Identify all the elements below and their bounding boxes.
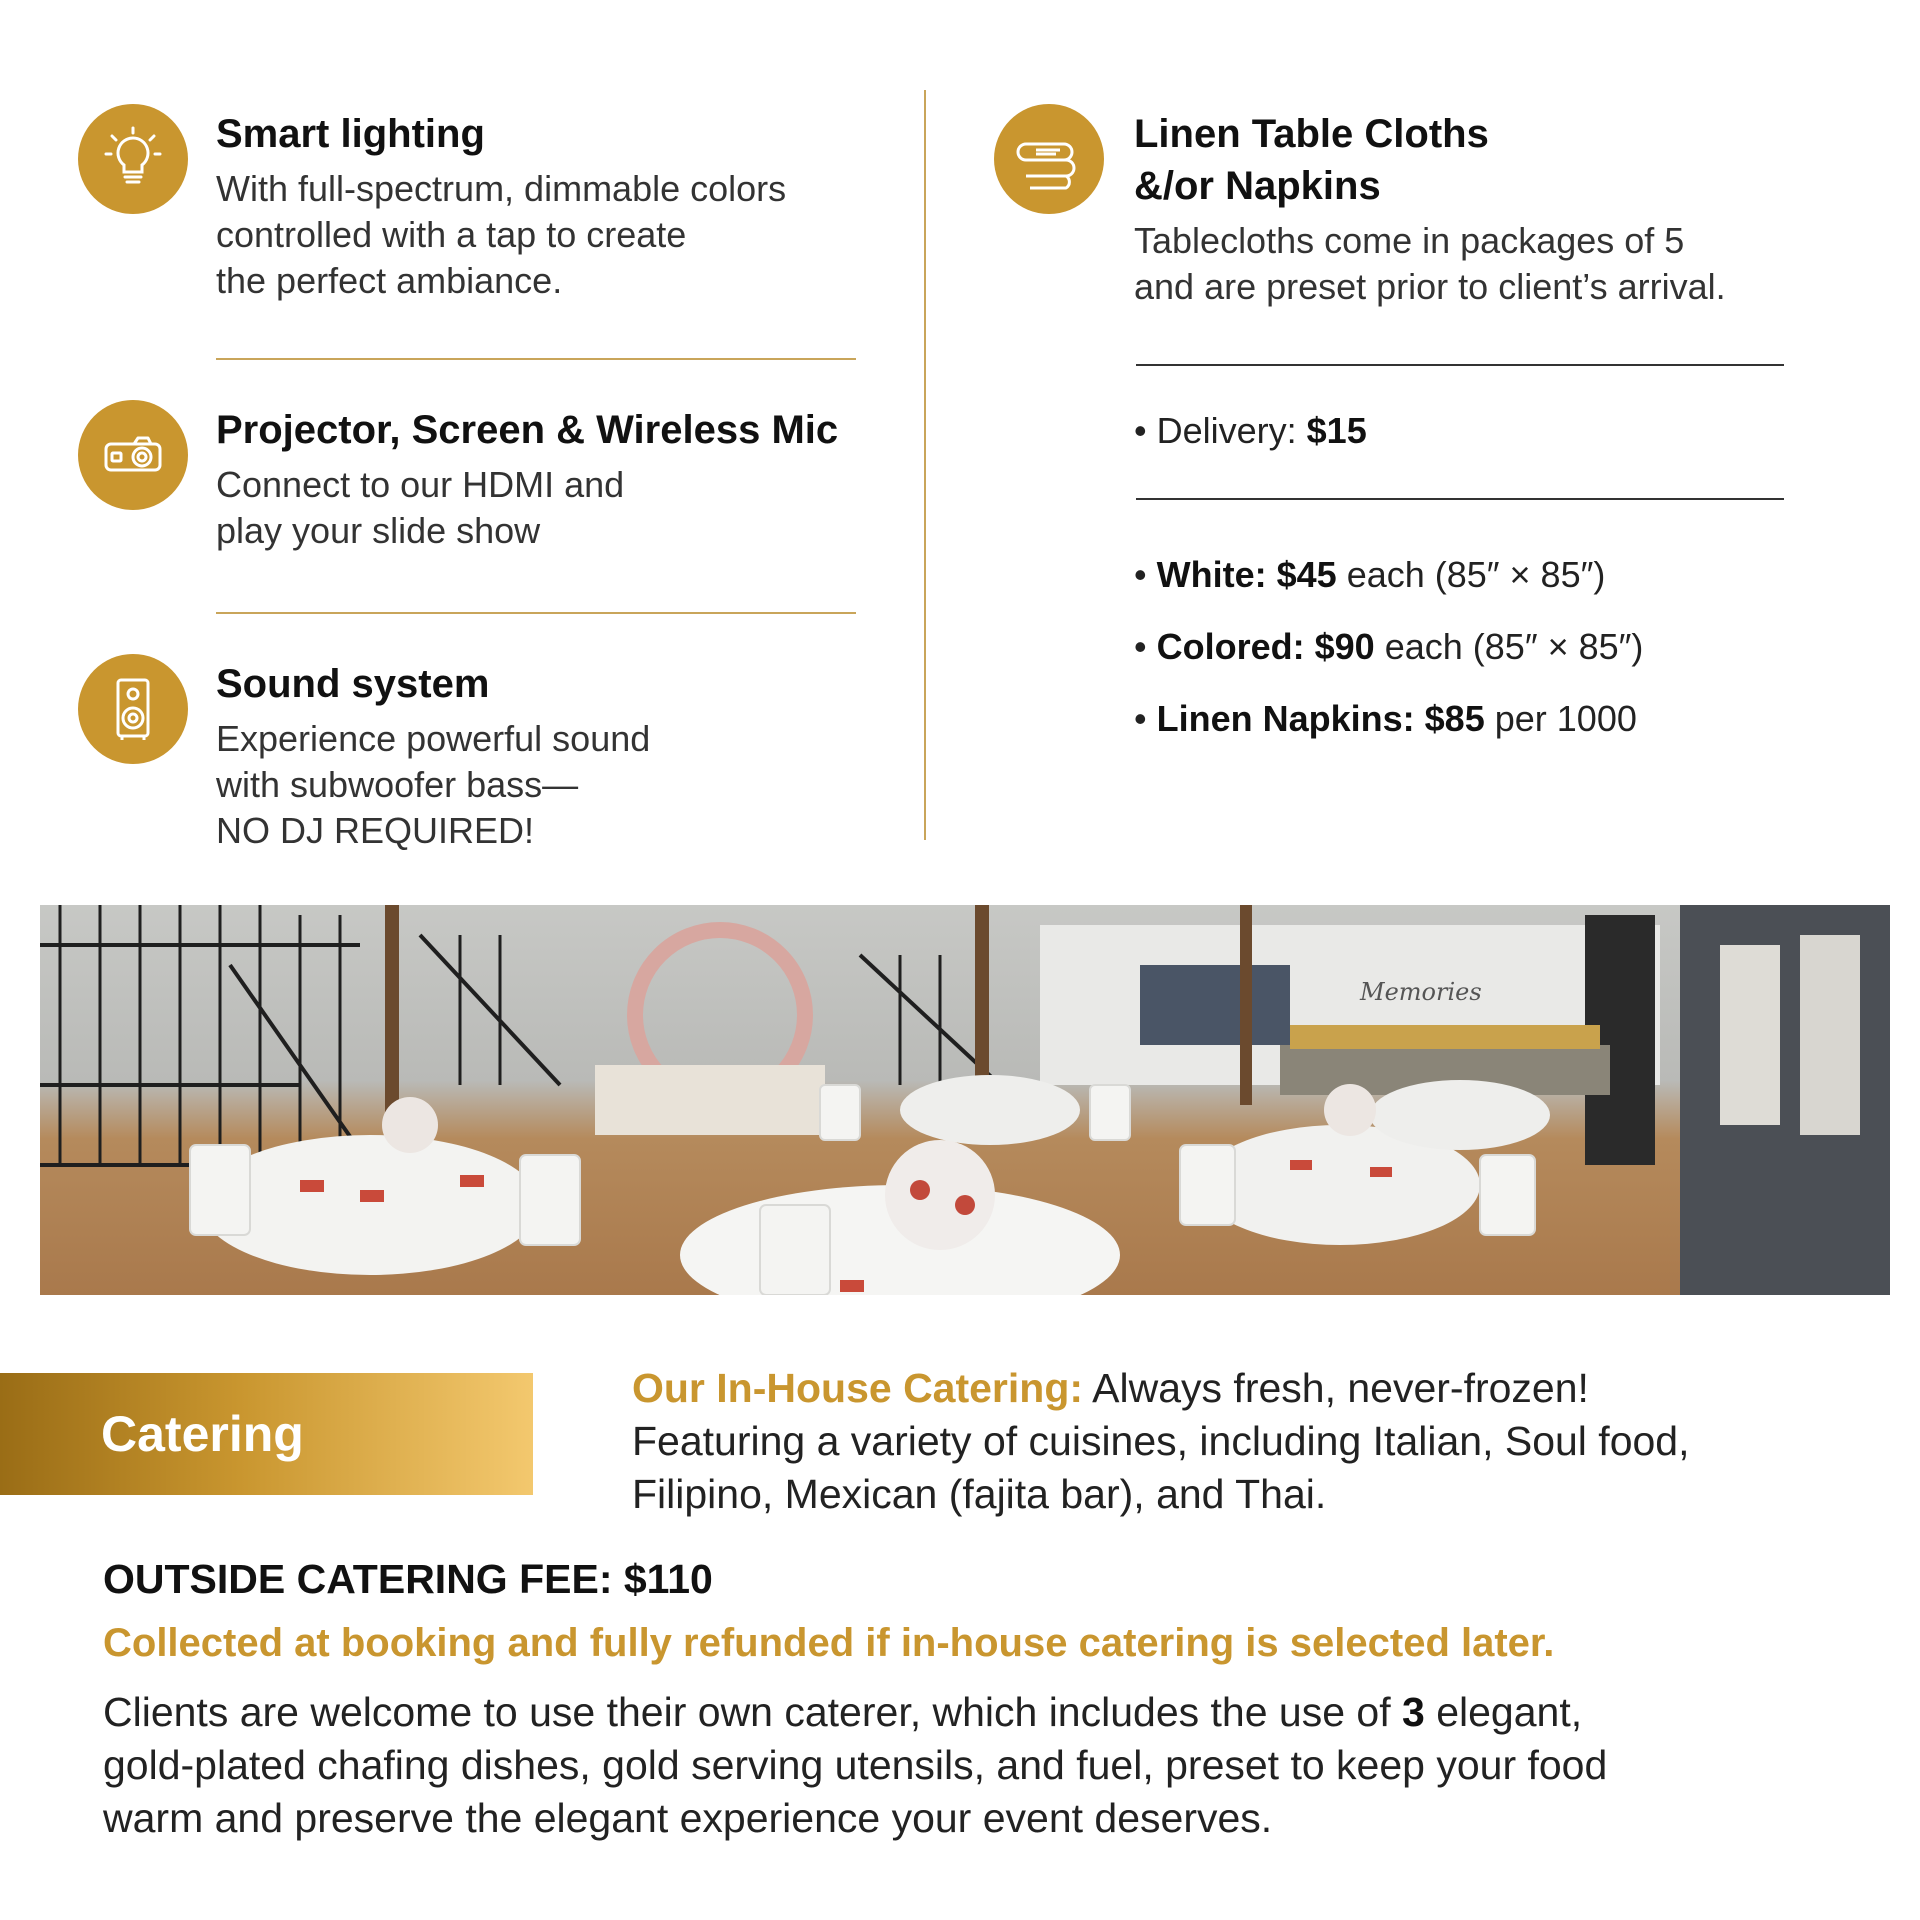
item-name: Linen Napkins:	[1156, 698, 1415, 739]
desc-text: Clients are welcome to use their own caterer, which includes the use of	[103, 1689, 1402, 1735]
desc-line: the perfect ambiance.	[216, 260, 563, 301]
feature-desc-projector	[216, 462, 624, 554]
outside-catering-desc	[103, 1686, 1903, 1845]
catering-intro	[632, 1362, 1892, 1521]
desc-line: NO DJ REQUIRED!	[216, 810, 535, 851]
memories-sign: Memories	[1360, 978, 1482, 1006]
delivery-line: • Delivery: $15	[1134, 410, 1367, 451]
intro-text: Always fresh, never-frozen!	[1092, 1365, 1589, 1411]
feature-title-lighting: Smart lighting	[216, 112, 485, 156]
title-line: &/or Napkins	[1134, 164, 1381, 208]
desc-line: warm and preserve the elegant experience your event deserves.	[103, 1795, 1273, 1841]
divider	[216, 612, 856, 614]
speaker-icon	[78, 654, 188, 764]
catering-tab-label: Catering	[101, 1406, 304, 1462]
delivery-price: $15	[1306, 410, 1367, 451]
item-name: White:	[1156, 554, 1267, 595]
divider	[1136, 364, 1784, 366]
desc-line: With full-spectrum, dimmable colors	[216, 168, 787, 209]
price-item-white: • White: $45 each (85″ × 85″)	[1134, 554, 1606, 595]
item-detail: each (85″ × 85″)	[1346, 554, 1606, 595]
desc-line: controlled with a tap to create	[216, 214, 687, 255]
desc-count: 3	[1402, 1689, 1425, 1735]
feature-title-sound: Sound system	[216, 662, 490, 706]
catering-tab	[0, 1373, 533, 1495]
item-detail: per 1000	[1494, 698, 1637, 739]
venue-photo	[40, 905, 1890, 1295]
linen-stack-icon	[994, 104, 1104, 214]
divider	[216, 358, 856, 360]
divider	[1136, 498, 1784, 500]
feature-desc-lighting	[216, 166, 786, 304]
desc-line: and are preset prior to client’s arrival.	[1134, 266, 1726, 307]
desc-line: Connect to our HDMI and	[216, 464, 625, 505]
intro-label: Our In-House Catering:	[632, 1365, 1084, 1411]
item-name: Colored:	[1156, 626, 1305, 667]
feature-desc-sound	[216, 716, 650, 854]
projector-icon	[78, 400, 188, 510]
linen-title	[1134, 108, 1489, 212]
lightbulb-icon	[78, 104, 188, 214]
price-item-colored: • Colored: $90 each (85″ × 85″)	[1134, 626, 1644, 667]
item-price: $45	[1276, 554, 1337, 595]
desc-line: play your slide show	[216, 510, 541, 551]
desc-line: gold-plated chafing dishes, gold serving utensils, and fuel, preset to keep your food	[103, 1742, 1608, 1788]
desc-text: elegant,	[1424, 1689, 1583, 1735]
intro-line: Featuring a variety of cuisines, including Italian, Soul food,	[632, 1418, 1690, 1464]
outside-fee-note: Collected at booking and fully refunded if in-house catering is selected later.	[103, 1621, 1555, 1665]
intro-line	[632, 1362, 1892, 1415]
title-line: Linen Table Cloths	[1134, 112, 1489, 156]
delivery-label: Delivery:	[1156, 410, 1297, 451]
price-item-napkins: • Linen Napkins: $85 per 1000	[1134, 698, 1637, 739]
outside-fee-heading: OUTSIDE CATERING FEE: $110	[103, 1556, 713, 1602]
desc-line	[103, 1686, 1903, 1739]
desc-line: Experience powerful sound	[216, 718, 651, 759]
linen-desc	[1134, 218, 1726, 310]
feature-title-projector: Projector, Screen & Wireless Mic	[216, 408, 839, 452]
item-detail: each (85″ × 85″)	[1384, 626, 1644, 667]
item-price: $90	[1314, 626, 1375, 667]
desc-line: Tablecloths come in packages of 5	[1134, 220, 1685, 261]
item-price: $85	[1424, 698, 1485, 739]
desc-line: with subwoofer bass—	[216, 764, 579, 805]
column-divider	[924, 90, 926, 840]
intro-line: Filipino, Mexican (fajita bar), and Thai.	[632, 1471, 1327, 1517]
